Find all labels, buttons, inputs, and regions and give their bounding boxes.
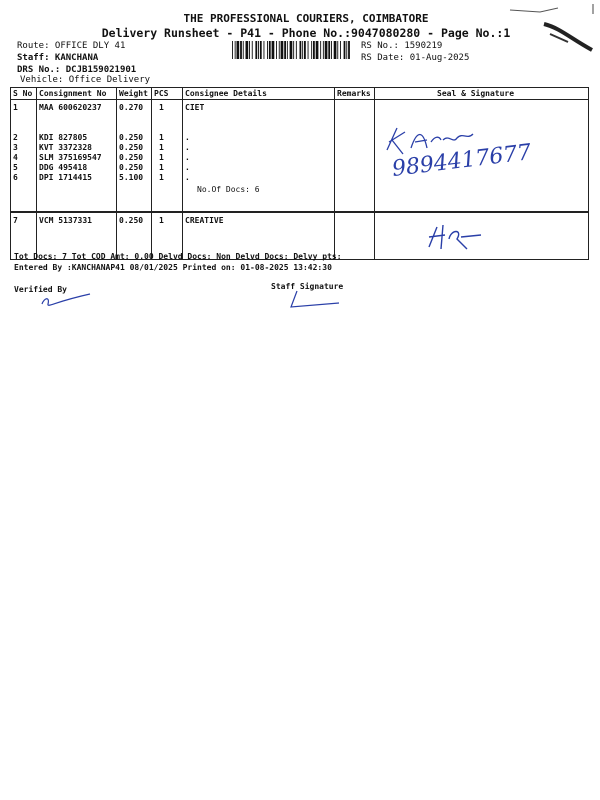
- barcode-bar: [264, 41, 265, 59]
- pcs-value: 1: [159, 173, 164, 182]
- company-name: THE PROFESSIONAL COURIERS, COIMBATORE: [183, 12, 429, 25]
- weight-cell: [117, 100, 152, 212]
- barcode-bar: [279, 41, 280, 59]
- scan-mark: [500, 4, 598, 64]
- barcode-bar: [243, 41, 244, 59]
- staff-line: Staff: KANCHANA: [17, 53, 99, 63]
- barcode-bar: [269, 41, 271, 59]
- barcode-bar: [311, 41, 312, 59]
- pcs-cell: [152, 100, 183, 212]
- header-remarks: Remarks: [335, 88, 375, 100]
- barcode-bar: [246, 41, 249, 59]
- verified-by-label: Verified By: [14, 285, 67, 294]
- sno-5: 5: [13, 163, 18, 172]
- sno-7: 7: [11, 212, 37, 260]
- barcode-bar: [237, 41, 240, 59]
- handwritten-phone: 9894417677: [390, 140, 533, 182]
- consignee-name: .: [185, 153, 190, 162]
- consignment-no: DDG 495418: [39, 163, 88, 172]
- consignee-name: .: [185, 163, 190, 172]
- remarks-cell: [335, 100, 375, 212]
- sno-6: 6: [13, 173, 18, 182]
- barcode-bar: [300, 41, 302, 59]
- barcode-bar: [240, 41, 242, 59]
- consignee-name: CREATIVE: [183, 212, 335, 260]
- weight-value: 0.250: [117, 212, 152, 260]
- consignee-cell: [183, 100, 335, 212]
- seal-signature-cell: [375, 212, 589, 260]
- pcs-value: 1: [159, 153, 164, 162]
- sno-cell: [11, 100, 37, 212]
- barcode-bar: [344, 41, 346, 59]
- weight-value: 0.250: [119, 133, 144, 142]
- header-seal-signature: Seal & Signature: [375, 88, 589, 100]
- barcode-bar: [296, 41, 297, 59]
- barcode-bar: [348, 41, 350, 59]
- barcode-bar: [340, 41, 341, 59]
- barcode-bar: [249, 41, 250, 59]
- barcode-bar: [287, 41, 288, 59]
- consignment-no: MAA 600620237: [39, 103, 102, 112]
- pcs-value: 1: [159, 133, 164, 142]
- barcode-bar: [284, 41, 286, 59]
- barcode-bar: [328, 41, 330, 59]
- consignment-no: SLM 375169547: [39, 153, 102, 162]
- header-sno: S No: [11, 88, 37, 100]
- consignment-no: DPI 1714415: [39, 173, 92, 182]
- runsheet-title: Delivery Runsheet - P41 - Phone No.:9047080280 - Page No.:1: [101, 26, 511, 40]
- entered-by-line: Entered By :KANCHANAP41 08/01/2025 Printed on: 01-08-2025 13:42:30: [14, 263, 332, 272]
- sno-3: 3: [13, 143, 18, 152]
- barcode-bar: [323, 41, 324, 59]
- runsheet-table: [10, 87, 589, 260]
- barcode-bar: [331, 41, 332, 59]
- pcs-value: 1: [159, 143, 164, 152]
- weight-value: 0.270: [119, 103, 144, 112]
- barcode-bar: [302, 41, 303, 59]
- staff-signature-label: Staff Signature: [271, 282, 344, 291]
- barcode-bar: [272, 41, 275, 59]
- barcode: [232, 41, 350, 59]
- barcode-bar: [308, 41, 309, 59]
- barcode-bar: [320, 41, 321, 59]
- header-consignment: Consignment No: [37, 88, 117, 100]
- barcode-bar: [267, 41, 268, 59]
- weight-value: 5.100: [119, 173, 144, 182]
- header-consignee: Consignee Details: [183, 88, 335, 100]
- sno-1: 1: [13, 103, 18, 112]
- pcs-value: 1: [159, 103, 164, 112]
- barcode-bar: [325, 41, 328, 59]
- verifier-signature: [38, 290, 94, 312]
- staff-signature: [283, 287, 345, 311]
- barcode-bar: [316, 41, 319, 59]
- barcode-bar: [260, 41, 262, 59]
- table-header: [11, 88, 589, 100]
- consignee-name: .: [185, 143, 190, 152]
- barcode-bar: [255, 41, 257, 59]
- barcode-bar: [290, 41, 293, 59]
- sno-4: 4: [13, 153, 18, 162]
- vehicle-line: Vehicle: Office Delivery: [20, 75, 151, 85]
- barcode-bar: [252, 41, 253, 59]
- barcode-bar: [235, 41, 236, 59]
- consignment-no: KDI 827805: [39, 133, 88, 142]
- barcode-bar: [337, 41, 338, 59]
- consignment-no: VCM 5137331: [37, 212, 117, 260]
- consignee-name: CIET: [185, 103, 205, 112]
- weight-value: 0.250: [119, 143, 144, 152]
- handwritten-initials: [421, 217, 541, 257]
- weight-value: 0.250: [119, 153, 144, 162]
- barcode-bar: [281, 41, 284, 59]
- rs-date: RS Date: 01-Aug-2025: [361, 53, 470, 63]
- pcs-value: 1: [159, 163, 164, 172]
- header-pcs: PCS: [152, 88, 183, 100]
- table-row: [11, 100, 589, 212]
- barcode-bar: [258, 41, 259, 59]
- drs-line: DRS No.: DCJB159021901: [17, 65, 137, 75]
- header-weight: Weight: [117, 88, 152, 100]
- route-line: Route: OFFICE DLY 41: [17, 41, 126, 51]
- barcode-bar: [304, 41, 306, 59]
- rs-number: RS No.: 1590219: [361, 41, 443, 51]
- handwritten-signature: [377, 118, 587, 188]
- totals-line: Tot Docs: 7 Tot COD Amt: 0.00 Delvd Docs: Non Delvd Docs: Delvy pts:: [14, 252, 342, 261]
- pcs-value: 1: [152, 212, 183, 260]
- barcode-bar: [276, 41, 277, 59]
- seal-signature-cell: [375, 100, 589, 212]
- sno-2: 2: [13, 133, 18, 142]
- consignee-name: .: [185, 133, 190, 142]
- consignee-name: .: [185, 173, 190, 182]
- docs-count-note: No.Of Docs: 6: [197, 185, 260, 194]
- consignment-cell: [37, 100, 117, 212]
- barcode-bar: [346, 41, 347, 59]
- barcode-bar: [293, 41, 294, 59]
- barcode-bar: [313, 41, 315, 59]
- consignment-no: KVT 3372328: [39, 143, 92, 152]
- barcode-bar: [232, 41, 233, 59]
- weight-value: 0.250: [119, 163, 144, 172]
- barcode-bar: [334, 41, 337, 59]
